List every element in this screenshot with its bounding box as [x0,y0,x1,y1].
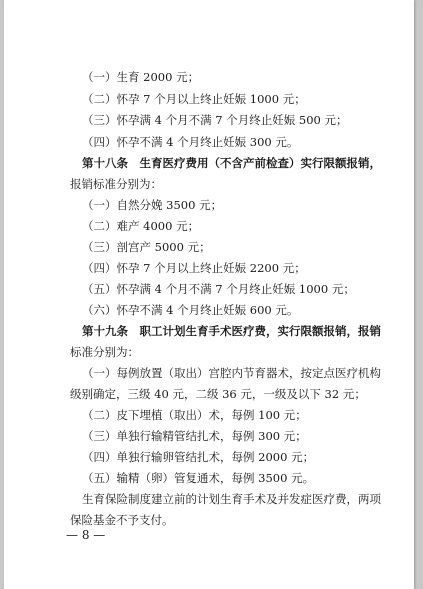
text-line: （二）怀孕 7 个月以上终止妊娠 1000 元； [82,92,306,106]
text-line: （三）怀孕满 4 个月不满 7 个月终止妊娠 500 元； [82,113,348,127]
text-line: （六）怀孕不满 4 个月终止妊娠 600 元。 [82,303,299,317]
text-line: （二）难产 4000 元； [82,219,200,233]
text-line: （一）生育 2000 元； [82,70,200,84]
article-heading-19: 第十九条 职工计划生育手术医疗费，实行限额报销，报销 [82,324,381,338]
text-line: （二）皮下埋植（取出）术，每例 100 元； [82,408,307,422]
text-line: （一）自然分娩 3500 元； [82,198,223,212]
page-number: — 8 — [66,528,106,542]
text-line: （五）输精（卵）管复通术，每例 3500 元。 [82,471,315,485]
document-page [4,0,414,589]
text-line: 生育保险制度建立前的计划生育手术及并发症医疗费，两项 [82,492,381,506]
text-line: （三）单独行输精管结扎术，每例 300 元； [82,429,307,443]
text-line: （四）怀孕不满 4 个月终止妊娠 300 元。 [82,135,299,149]
text-line: 标准分别为： [70,345,139,359]
article-heading-18: 第十八条 生育医疗费用（不含产前检查）实行限额报销， [82,156,381,170]
text-line: （四）单独行输卵管结扎术，每例 2000 元； [82,450,315,464]
text-line: 级别确定，三级 40 元，二级 36 元，一级及以下 32 元； [70,387,366,401]
text-line: （四）怀孕 7 个月以上终止妊娠 2200 元； [82,261,306,275]
text-line: 保险基金不予支付。 [70,513,174,527]
text-line: （一）每例放置（取出）宫腔内节育器术，按定点医疗机构 [82,366,381,380]
text-line: （五）怀孕满 4 个月不满 7 个月终止妊娠 1000 元； [82,282,355,296]
text-line: （三）剖宫产 5000 元； [82,240,211,254]
text-line: 报销标准分别为： [70,177,162,191]
